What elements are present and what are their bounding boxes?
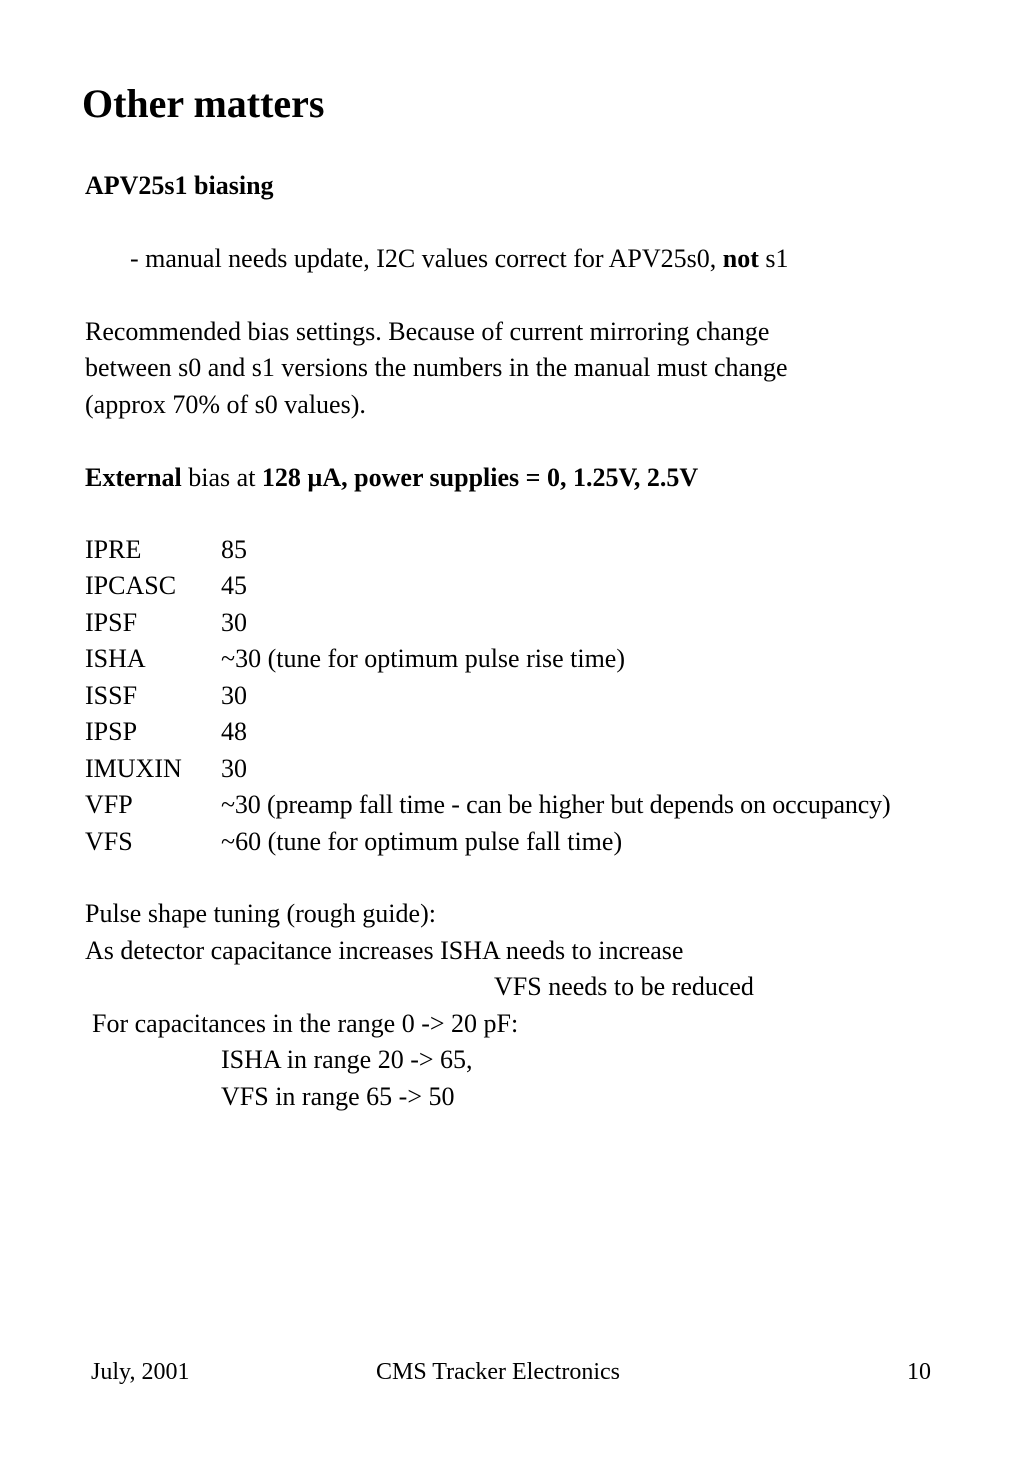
bias-value: 30 xyxy=(221,608,247,637)
bias-name: ISHA xyxy=(85,644,146,673)
bias-value: 30 xyxy=(221,681,247,710)
isha-range: ISHA in range 20 -> 65, xyxy=(221,1045,473,1074)
bias-value: 85 xyxy=(221,535,247,564)
bias-name: ISSF xyxy=(85,681,138,710)
bias-value: 48 xyxy=(221,717,247,746)
bias-name: VFS xyxy=(85,827,133,856)
bias-name: IPSP xyxy=(85,717,138,746)
section-heading: APV25s1 biasing xyxy=(85,171,274,200)
bias-value: ~30 (preamp fall time - can be higher but depends on occupancy) xyxy=(221,790,891,819)
recommended-line-1: Recommended bias settings. Because of current mirroring change xyxy=(85,317,770,346)
bias-name: IPRE xyxy=(85,535,142,564)
footer-date: July, 2001 xyxy=(91,1359,190,1385)
page-number: 10 xyxy=(907,1359,931,1385)
vfs-range: VFS in range 65 -> 50 xyxy=(221,1082,455,1111)
bias-name: IMUXIN xyxy=(85,754,182,783)
recommended-line-2: between s0 and s1 versions the numbers in the manual must change xyxy=(85,353,788,382)
page-title: Other matters xyxy=(82,81,325,126)
bias-value: 30 xyxy=(221,754,247,783)
external-normal: bias at xyxy=(181,463,262,492)
bias-value: 45 xyxy=(221,571,247,600)
tuning-guide: Pulse shape tuning (rough guide): xyxy=(85,899,436,928)
bias-value: ~60 (tune for optimum pulse fall time) xyxy=(221,827,623,856)
manual-note-emphasis: not xyxy=(722,244,759,273)
bias-name: IPCASC xyxy=(85,571,177,600)
manual-note xyxy=(130,243,789,275)
manual-note-suffix: s1 xyxy=(758,244,789,273)
bias-name: VFP xyxy=(85,790,133,819)
range-intro: For capacitances in the range 0 -> 20 pF: xyxy=(92,1009,519,1038)
manual-note-prefix: - manual needs update, I2C values correct for APV25s0, xyxy=(130,244,723,273)
recommended-line-3: (approx 70% of s0 values). xyxy=(85,390,366,419)
bias-name: IPSF xyxy=(85,608,138,637)
external-values: 128 µA, power supplies = 0, 1.25V, 2.5V xyxy=(261,463,699,492)
external-bias-line xyxy=(85,462,698,494)
footer-title: CMS Tracker Electronics xyxy=(376,1359,620,1385)
bias-value: ~30 (tune for optimum pulse rise time) xyxy=(221,644,625,673)
tuning-line-2: VFS needs to be reduced xyxy=(494,972,754,1001)
external-label: External xyxy=(85,463,182,492)
tuning-line-1: As detector capacitance increases ISHA needs to increase xyxy=(85,936,684,965)
